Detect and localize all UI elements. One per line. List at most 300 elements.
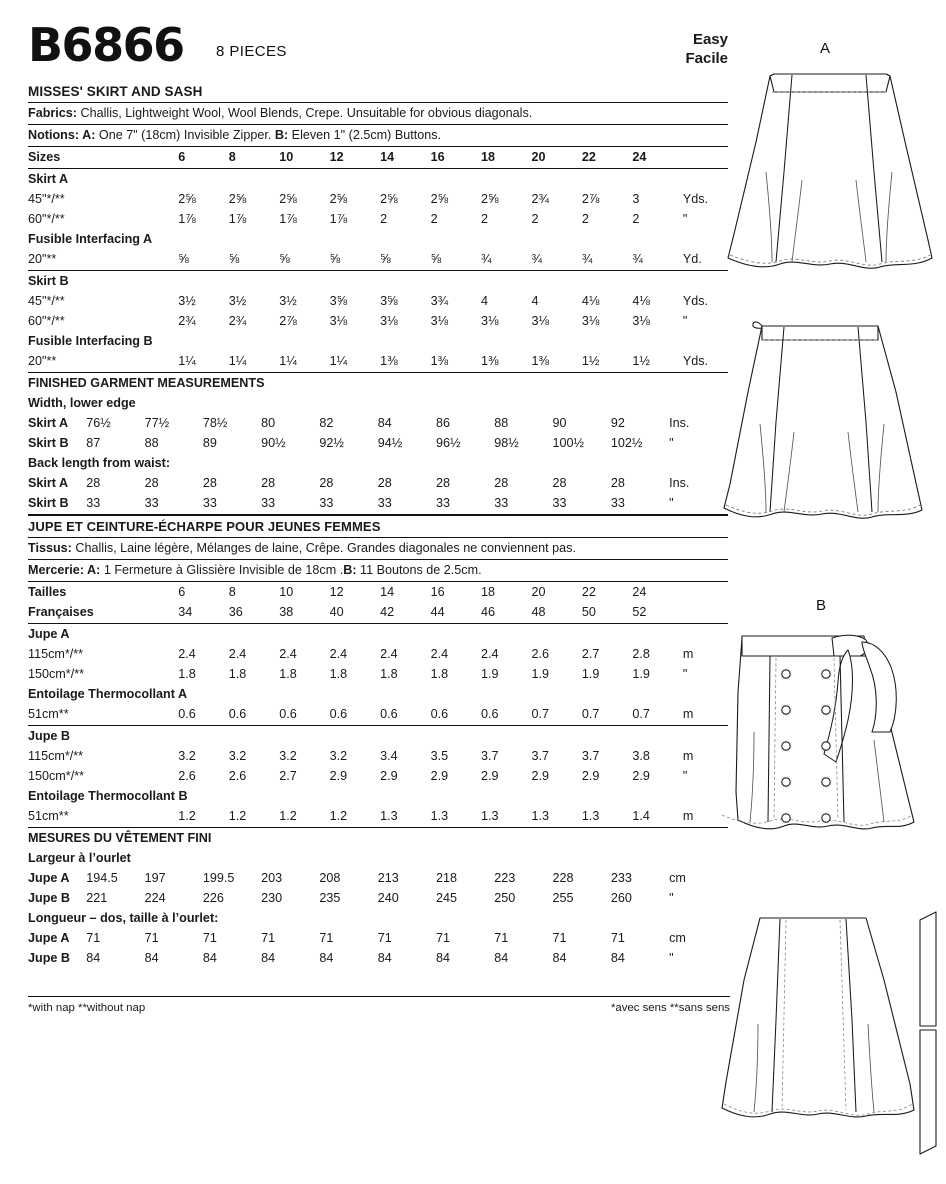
row-value: 0.7 — [632, 704, 682, 726]
row-value: 1.8 — [329, 667, 348, 681]
row-value: 28 — [261, 476, 276, 490]
section-heading: Width, lower edge — [28, 396, 136, 410]
row-value: 3⅝ — [329, 294, 348, 308]
view-a-label: A — [820, 40, 831, 57]
row-value: 3.7 — [581, 749, 600, 763]
spec-panel — [28, 18, 728, 968]
row-label: Jupe B — [28, 951, 70, 965]
notions-b-label: B: — [271, 128, 289, 142]
row-value: 84 — [261, 951, 276, 965]
row-value: 2.9 — [581, 769, 600, 783]
row-unit: m — [683, 704, 728, 726]
section-heading-row — [28, 169, 728, 190]
table-row — [28, 291, 728, 311]
section-heading: Fusible Interfacing A — [28, 232, 153, 246]
row-value: 2.6 — [228, 769, 247, 783]
row-unit: " — [682, 212, 688, 226]
row-value: 33 — [319, 493, 377, 515]
row-value: 1.2 — [279, 806, 329, 828]
row-value: 20 — [531, 585, 546, 599]
row-value: 38 — [279, 602, 329, 624]
fabrics-line — [28, 103, 728, 124]
table-row — [28, 433, 728, 453]
section-heading: Entoilage Thermocollant A — [28, 687, 188, 701]
row-value: 1⅞ — [329, 212, 348, 226]
illustration-skirt-b-back — [714, 902, 946, 1164]
row-value: 1¼ — [178, 351, 228, 373]
section-heading-row — [28, 684, 728, 704]
row-value: 2⅝ — [430, 192, 449, 206]
row-value: 235 — [319, 891, 341, 905]
row-value: 2.4 — [380, 647, 398, 661]
row-label: Tailles — [28, 585, 67, 599]
row-unit: " — [682, 314, 688, 328]
sizes-header-row — [28, 147, 728, 169]
row-unit: " — [669, 891, 674, 905]
section-heading: Jupe B — [28, 729, 70, 743]
row-unit: cm — [669, 931, 686, 945]
section-heading-row — [28, 393, 728, 413]
row-value: 1⅞ — [279, 212, 297, 226]
row-value: 3⅛ — [632, 314, 650, 328]
row-value: 84 — [319, 951, 334, 965]
row-value: 3½ — [228, 294, 247, 308]
masthead — [28, 18, 728, 80]
section-heading-row — [28, 373, 728, 393]
row-value: 1.8 — [380, 667, 398, 681]
row-value: 1.9 — [581, 667, 600, 681]
table-row — [28, 948, 728, 968]
row-value: 1.3 — [531, 806, 581, 828]
row-value: 3⅛ — [430, 314, 449, 328]
row-value: 2¾ — [531, 192, 549, 206]
section-heading-row — [28, 786, 728, 806]
row-value: 84 — [144, 951, 159, 965]
row-value: 28 — [610, 476, 625, 490]
table-row — [28, 746, 728, 766]
tailles-header-row — [28, 582, 728, 602]
section-heading: Skirt A — [28, 172, 69, 186]
row-value: 4 — [531, 294, 539, 308]
row-label: 115cm*/** — [28, 749, 84, 763]
row-value: 92 — [610, 416, 625, 430]
row-value: 1⅞ — [178, 212, 196, 226]
mercerie-line — [28, 560, 728, 581]
row-value: 6 — [178, 147, 228, 169]
row-value: 3.2 — [228, 749, 247, 763]
row-value: 1.9 — [632, 667, 650, 681]
row-label: Skirt A — [28, 476, 69, 490]
row-label: 45"*/** — [28, 192, 65, 206]
row-value: 80 — [261, 416, 276, 430]
row-value: ¾ — [632, 249, 682, 271]
row-value: 2 — [531, 212, 539, 226]
row-value: 3.8 — [632, 749, 650, 763]
row-value: 20 — [531, 147, 581, 169]
row-value: 3½ — [178, 294, 196, 308]
row-value: 3.2 — [279, 749, 297, 763]
section-heading: Back length from waist: — [28, 456, 171, 470]
row-value: 1⅜ — [481, 351, 531, 373]
row-value: 194.5 — [86, 871, 118, 885]
row-value: 2 — [430, 212, 438, 226]
row-value: 197 — [144, 871, 166, 885]
row-value: 71 — [261, 931, 276, 945]
row-value: 3.2 — [329, 749, 348, 763]
row-value: 42 — [380, 602, 430, 624]
row-value: 1½ — [582, 351, 632, 373]
row-value: 2.9 — [329, 769, 348, 783]
illustration-skirt-a-front — [714, 62, 946, 300]
row-value: 2⅞ — [279, 314, 297, 328]
table-row — [28, 766, 728, 786]
row-value: 1.2 — [330, 806, 380, 828]
fabrics-text: Challis, Lightweight Wool, Wool Blends, Crepe. Unsuitable for obvious diagonals. — [77, 106, 533, 120]
row-value: 84 — [377, 416, 392, 430]
row-value: 71 — [202, 931, 217, 945]
row-value: 2¾ — [178, 314, 196, 328]
row-value: 2.9 — [380, 769, 398, 783]
row-value: 84 — [552, 951, 567, 965]
row-value: 2⅞ — [581, 192, 600, 206]
row-value: 223 — [494, 871, 516, 885]
row-label: 20"** — [28, 351, 178, 373]
row-value: 0.6 — [279, 704, 329, 726]
row-unit: " — [669, 436, 674, 450]
row-label: Skirt A — [28, 416, 69, 430]
illustration-skirt-a-back — [718, 312, 942, 544]
notions-a-label: A: — [79, 128, 96, 142]
row-label: Skirt B — [28, 436, 69, 450]
row-label: 45"*/** — [28, 294, 65, 308]
row-value: 71 — [494, 931, 509, 945]
row-label: Françaises — [28, 602, 178, 624]
piece-count: 8 PIECES — [216, 43, 287, 60]
row-value: 1⅜ — [531, 351, 581, 373]
finished-measurements-english — [28, 373, 728, 515]
row-value: 96½ — [435, 436, 461, 450]
row-unit: Yds. — [682, 192, 709, 206]
row-value: 33 — [436, 493, 494, 515]
mercerie-a-text: 1 Fermeture à Glissière Invisible de 18cm . — [100, 563, 344, 577]
row-value: 10 — [279, 585, 294, 599]
row-value: 33 — [378, 493, 436, 515]
row-value: 0.6 — [481, 704, 531, 726]
row-value: 3.7 — [531, 749, 549, 763]
row-value: 84 — [494, 951, 509, 965]
section-heading-row — [28, 908, 728, 928]
row-value: 33 — [203, 493, 261, 515]
row-value: 44 — [431, 602, 481, 624]
table-row — [28, 473, 728, 493]
row-value: 78½ — [202, 416, 228, 430]
row-value: 0.6 — [431, 704, 481, 726]
row-label: 20"** — [28, 249, 178, 271]
row-value: 0.6 — [229, 704, 279, 726]
row-value: 2.9 — [481, 769, 499, 783]
row-value: 84 — [86, 951, 101, 965]
row-label: 60"*/** — [28, 314, 65, 328]
illustration-panel — [676, 0, 946, 1184]
row-value: 2.4 — [329, 647, 348, 661]
pattern-number: B6866 — [28, 18, 184, 72]
row-label: 115cm*/** — [28, 647, 84, 661]
row-value: 24 — [632, 585, 647, 599]
row-value: 71 — [610, 931, 625, 945]
row-value: 2.9 — [430, 769, 449, 783]
row-value: 98½ — [494, 436, 519, 450]
mercerie-label: Mercerie: — [28, 563, 85, 577]
row-value: 2 — [481, 212, 489, 226]
row-value: 1.8 — [279, 667, 297, 681]
row-value: 203 — [261, 871, 283, 885]
row-value: ⅝ — [178, 249, 228, 271]
row-value: 14 — [380, 147, 430, 169]
tissus-text: Challis, Laine légère, Mélanges de laine, Crêpe. Grandes diagonales ne conviennent pas. — [71, 541, 576, 555]
row-value: 2.4 — [178, 647, 196, 661]
table-row — [28, 868, 728, 888]
row-value: 2.6 — [178, 769, 196, 783]
row-value: 230 — [261, 891, 283, 905]
row-value: 1.2 — [178, 806, 228, 828]
row-value: 226 — [202, 891, 224, 905]
francaises-header-row — [28, 602, 728, 624]
row-label: Sizes — [28, 147, 178, 169]
row-label: 60"*/** — [28, 212, 65, 226]
row-value: 218 — [435, 871, 457, 885]
section-heading-row — [28, 331, 728, 351]
row-unit: Ins. — [669, 416, 690, 430]
row-value: 90½ — [261, 436, 286, 450]
row-value: 2⅝ — [178, 192, 196, 206]
row-value: 28 — [144, 476, 159, 490]
row-value: 84 — [435, 951, 450, 965]
row-value: 76½ — [86, 416, 111, 430]
row-label: Jupe A — [28, 931, 70, 945]
row-value: 1.9 — [531, 667, 549, 681]
row-value: 40 — [330, 602, 380, 624]
row-value: 28 — [552, 476, 567, 490]
row-unit: " — [669, 493, 728, 515]
row-value: 250 — [494, 891, 516, 905]
row-value: 77½ — [144, 416, 170, 430]
row-unit: Yds. — [682, 294, 709, 308]
row-unit: Yd. — [683, 249, 728, 271]
section-heading-row — [28, 828, 728, 848]
row-label: Jupe B — [28, 891, 70, 905]
row-value: 199.5 — [202, 871, 235, 885]
row-value: 16 — [431, 147, 481, 169]
section-heading-row — [28, 229, 728, 249]
row-value: 2.7 — [279, 769, 297, 783]
row-value: ⅝ — [380, 249, 430, 271]
row-value: 28 — [435, 476, 450, 490]
row-value: 2.9 — [632, 769, 650, 783]
notions-line — [28, 125, 728, 146]
row-value: 28 — [202, 476, 217, 490]
table-row — [28, 351, 728, 373]
row-value: 12 — [330, 147, 380, 169]
view-b-label: B — [816, 597, 827, 614]
row-label: Jupe A — [28, 871, 70, 885]
row-value: 208 — [319, 871, 341, 885]
row-value: 255 — [552, 891, 574, 905]
row-value: 3⅛ — [581, 314, 600, 328]
table-row — [28, 664, 728, 684]
row-value: 1¼ — [229, 351, 279, 373]
row-value: 33 — [611, 493, 669, 515]
row-value: 1¼ — [279, 351, 329, 373]
row-value: 1.3 — [481, 806, 531, 828]
difficulty-english: Easy — [692, 31, 728, 48]
row-value: 71 — [319, 931, 334, 945]
row-value: 2⅝ — [228, 192, 247, 206]
row-value: 33 — [86, 493, 144, 515]
row-value: 0.7 — [531, 704, 581, 726]
row-label: 51cm** — [28, 806, 178, 828]
row-value: 3½ — [279, 294, 297, 308]
row-value: ¾ — [481, 249, 531, 271]
row-value: 1.4 — [632, 806, 682, 828]
row-label: 150cm*/** — [28, 769, 85, 783]
row-value: 2.8 — [632, 647, 650, 661]
row-value: 4⅛ — [581, 294, 600, 308]
row-value: 50 — [582, 602, 632, 624]
row-value: 33 — [145, 493, 203, 515]
row-value: 33 — [553, 493, 611, 515]
row-value: 2¾ — [228, 314, 247, 328]
table-row — [28, 644, 728, 664]
table-row — [28, 704, 728, 726]
table-row — [28, 249, 728, 271]
row-value: 12 — [329, 585, 344, 599]
row-value: 71 — [144, 931, 159, 945]
row-value: 224 — [144, 891, 166, 905]
row-value: 2.6 — [531, 647, 549, 661]
finished-measurements-french — [28, 828, 728, 968]
row-value: 1.8 — [228, 667, 247, 681]
row-value: 2.9 — [531, 769, 549, 783]
row-label: 51cm** — [28, 704, 178, 726]
row-value: 33 — [261, 493, 319, 515]
table-row — [28, 209, 728, 229]
row-value: 1.3 — [431, 806, 481, 828]
row-value: 2⅝ — [481, 192, 499, 206]
table-row — [28, 888, 728, 908]
row-value: 1⅞ — [228, 212, 247, 226]
row-value: 16 — [430, 585, 445, 599]
row-value: 213 — [377, 871, 399, 885]
row-value: 2 — [380, 212, 388, 226]
illustration-skirt-b-front — [714, 622, 942, 882]
row-value: 3⅛ — [481, 314, 499, 328]
section-heading: Largeur à l’ourlet — [28, 851, 131, 865]
row-value: 240 — [377, 891, 399, 905]
row-value: 2.4 — [228, 647, 247, 661]
row-value: 1.8 — [430, 667, 449, 681]
row-value: 3.5 — [430, 749, 449, 763]
table-row — [28, 189, 728, 209]
row-unit: " — [682, 769, 688, 783]
notions-b-text: Eleven 1" (2.5cm) Buttons. — [288, 128, 442, 142]
row-value: 8 — [229, 147, 279, 169]
row-value: 100½ — [552, 436, 585, 450]
row-value: 3⅛ — [329, 314, 348, 328]
row-value: 84 — [610, 951, 625, 965]
row-value: 0.6 — [380, 704, 430, 726]
row-value: 1.3 — [380, 806, 430, 828]
mercerie-a-label: A: — [84, 563, 101, 577]
fabrics-label: Fabrics: — [28, 106, 77, 120]
row-value: 88 — [144, 436, 159, 450]
row-value: 88 — [494, 416, 509, 430]
row-value: 28 — [377, 476, 392, 490]
row-unit: Ins. — [669, 476, 690, 490]
row-value: 228 — [552, 871, 574, 885]
row-value: 24 — [632, 147, 682, 169]
row-value: 2⅝ — [279, 192, 297, 206]
row-value: 71 — [552, 931, 567, 945]
row-value: 3.7 — [481, 749, 499, 763]
row-unit: m — [682, 749, 694, 763]
row-value: 2 — [581, 212, 589, 226]
row-value: 71 — [435, 931, 450, 945]
row-value: 1⅜ — [380, 351, 430, 373]
row-unit: " — [669, 951, 674, 965]
row-value: 84 — [377, 951, 392, 965]
yardage-table-english — [28, 147, 728, 373]
section-heading-row — [28, 453, 728, 473]
row-value: 2.4 — [279, 647, 297, 661]
row-value: 90 — [552, 416, 567, 430]
table-row — [28, 493, 728, 515]
footnote-french: *avec sens **sans sens — [610, 1002, 730, 1014]
row-value: 3.4 — [380, 749, 398, 763]
row-value: 3⅛ — [531, 314, 549, 328]
section-heading-row — [28, 848, 728, 868]
row-value: 3⅝ — [380, 294, 398, 308]
row-value: 71 — [377, 931, 392, 945]
row-value: 36 — [229, 602, 279, 624]
tissus-line — [28, 538, 728, 559]
row-value: 10 — [279, 147, 329, 169]
table-row — [28, 311, 728, 331]
row-unit: m — [682, 647, 694, 661]
row-value: 1⅜ — [431, 351, 481, 373]
row-value: 1.9 — [481, 667, 499, 681]
table-row — [28, 806, 728, 828]
row-value: 2⅝ — [380, 192, 398, 206]
yardage-table-french — [28, 582, 728, 828]
row-value: ⅝ — [229, 249, 279, 271]
row-value: 245 — [435, 891, 457, 905]
section-heading: Entoilage Thermocollant B — [28, 789, 188, 803]
row-value: 2 — [632, 212, 640, 226]
row-value: ¾ — [582, 249, 632, 271]
row-value: 28 — [494, 476, 509, 490]
row-value: 4 — [481, 294, 489, 308]
row-value: 82 — [319, 416, 334, 430]
page-title: MISSES' SKIRT AND SASH — [28, 84, 203, 99]
row-unit: m — [683, 806, 728, 828]
row-value: 0.6 — [330, 704, 380, 726]
row-value: 18 — [481, 147, 531, 169]
tissus-label: Tissus: — [28, 541, 72, 555]
row-value: 48 — [531, 602, 581, 624]
row-value: 86 — [435, 416, 450, 430]
row-unit: Yds. — [683, 351, 728, 373]
row-value: 89 — [202, 436, 217, 450]
